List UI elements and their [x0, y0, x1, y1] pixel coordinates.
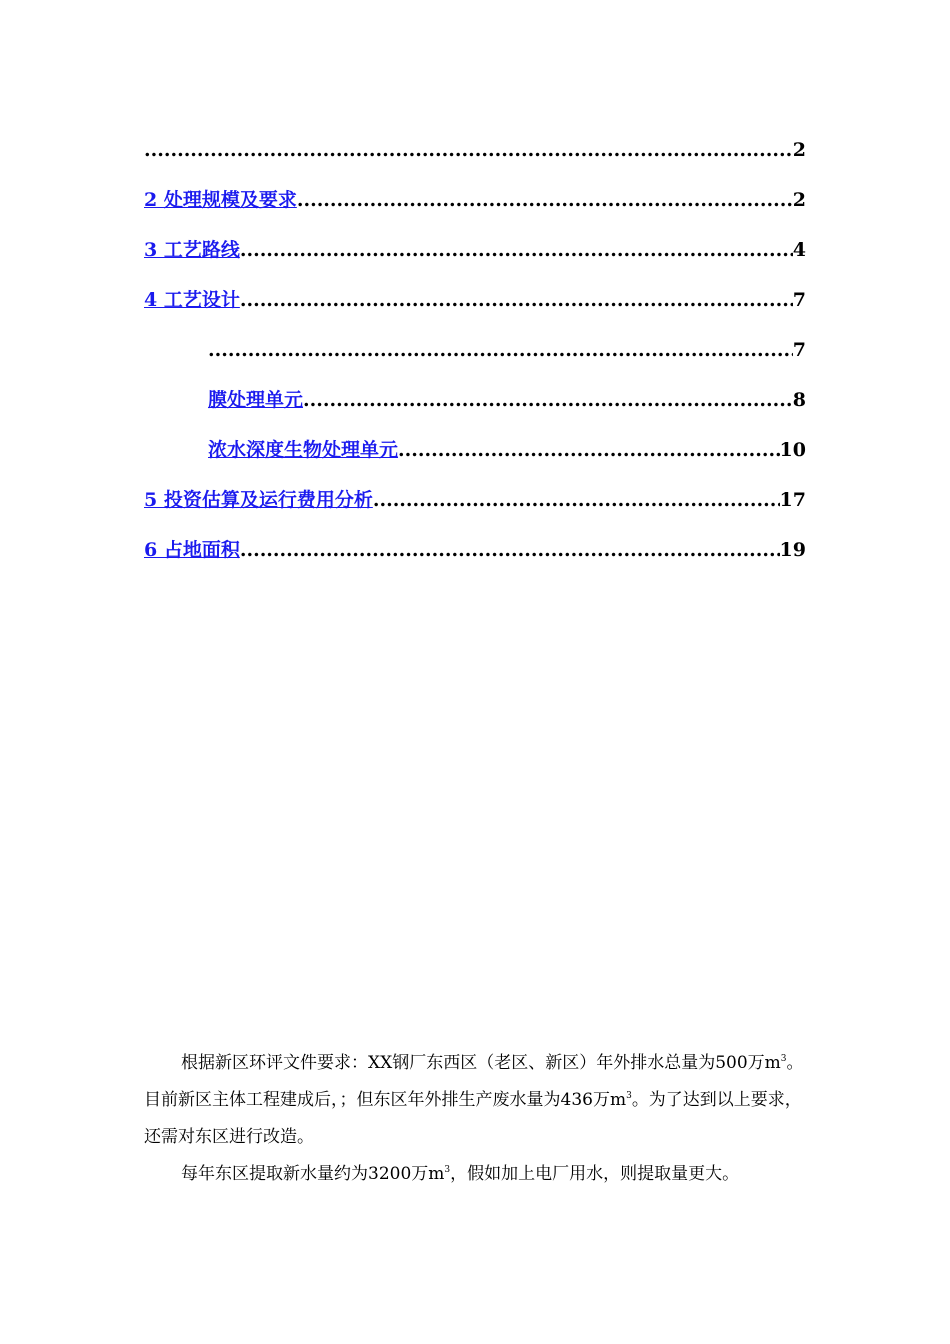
toc-entry[interactable]: [144, 268, 806, 318]
toc-page-number: 4: [792, 239, 806, 261]
toc-page-number: 10: [779, 439, 806, 461]
toc-leader: [208, 332, 793, 368]
toc-leader: [144, 132, 793, 168]
paragraph-text: 根据新区环评文件要求：XX钢厂东西区（老区、新区）年外排水总量为500万m: [181, 1053, 781, 1073]
superscript: 3: [626, 1091, 632, 1101]
toc-leader: [240, 282, 793, 318]
body-text: [144, 1045, 808, 1193]
toc-link[interactable]: 4 工艺设计: [144, 289, 240, 311]
paragraph-text: ，假如加上电厂用水，则提取量更大。: [450, 1164, 740, 1184]
paragraph-text: 。为了达到以上要求，还需对东区进行改造。: [144, 1090, 802, 1147]
toc-link[interactable]: 浓水深度生物处理单元: [208, 439, 399, 461]
toc-entry[interactable]: [144, 168, 806, 218]
toc-link[interactable]: 3 工艺路线: [144, 239, 240, 261]
toc-leader: [240, 232, 793, 268]
toc-link[interactable]: 2 处理规模及要求: [144, 189, 297, 211]
toc-entry[interactable]: [144, 518, 806, 568]
table-of-contents: [144, 118, 806, 568]
paragraph-text: 每年东区提取新水量约为3200万m: [181, 1164, 445, 1184]
toc-page-number: 7: [792, 339, 806, 361]
paragraph-text: 。目前新区主体工程建成后，；但东区年外排生产废水量为436万m: [144, 1053, 804, 1110]
paragraph: [144, 1156, 808, 1193]
superscript: 3: [444, 1165, 451, 1175]
toc-link[interactable]: 5 投资估算及运行费用分析: [144, 489, 373, 511]
toc-leader: [398, 432, 780, 468]
toc-page-number: 8: [792, 389, 806, 411]
toc-entry[interactable]: [144, 318, 806, 368]
toc-entry[interactable]: [144, 418, 806, 468]
toc-entry[interactable]: [144, 218, 806, 268]
toc-link[interactable]: 6 占地面积: [144, 539, 240, 561]
toc-entry[interactable]: [144, 368, 806, 418]
paragraph: [144, 1045, 808, 1156]
toc-page-number: 2: [792, 189, 806, 211]
toc-entry[interactable]: [144, 118, 806, 168]
superscript: 3: [780, 1054, 787, 1064]
toc-link[interactable]: 膜处理单元: [208, 389, 304, 411]
toc-leader: [297, 182, 793, 218]
toc-entry[interactable]: [144, 468, 806, 518]
toc-leader: [240, 532, 780, 568]
toc-page-number: 17: [779, 489, 806, 511]
toc-page-number: 2: [792, 139, 806, 161]
toc-leader: [373, 482, 780, 518]
toc-page-number: 7: [792, 289, 806, 311]
toc-page-number: 19: [779, 539, 806, 561]
toc-leader: [303, 382, 793, 418]
